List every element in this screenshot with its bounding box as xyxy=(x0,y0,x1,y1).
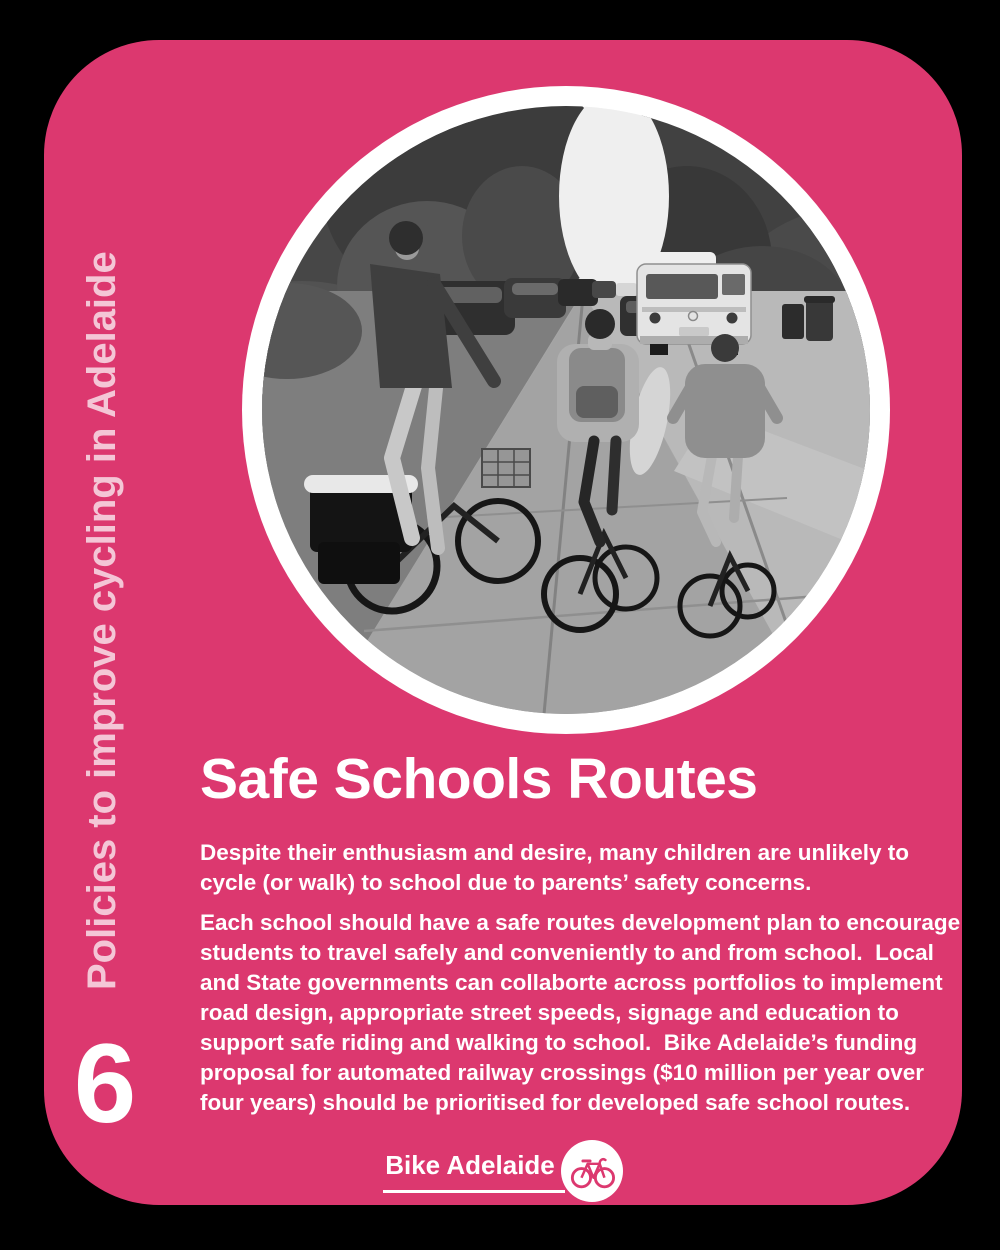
body-paragraph-1: Despite their enthusiasm and desire, many children are unlikely to cycle (or walk) to school due to parents’ safety concerns. xyxy=(200,840,916,895)
bicycle-icon xyxy=(569,1148,615,1194)
footer xyxy=(44,1138,962,1204)
vertical-sidebar-label: Policies to improve cycling in Adelaide xyxy=(80,251,124,990)
street-photo xyxy=(242,86,890,734)
body-paragraph-2: Each school should have a safe routes development plan to encourage students to travel safely and conveniently to and from school. Local and State governments can collaborte across portfolios to implement road design, appropriate street speeds, signage and education to support safe riding and walking to school. Bike Adelaide’s funding proposal for automated railway crossings ($10 million per year over four years) should be prioritised for developed safe school routes. xyxy=(200,910,967,1115)
page-title: Safe Schools Routes xyxy=(200,747,758,811)
page-number: 6 xyxy=(73,1021,137,1146)
brand-label: Bike Adelaide xyxy=(383,1150,565,1193)
brand-logo-circle xyxy=(561,1140,623,1202)
street-photo-circle xyxy=(242,86,890,734)
pink-card xyxy=(44,40,967,1205)
